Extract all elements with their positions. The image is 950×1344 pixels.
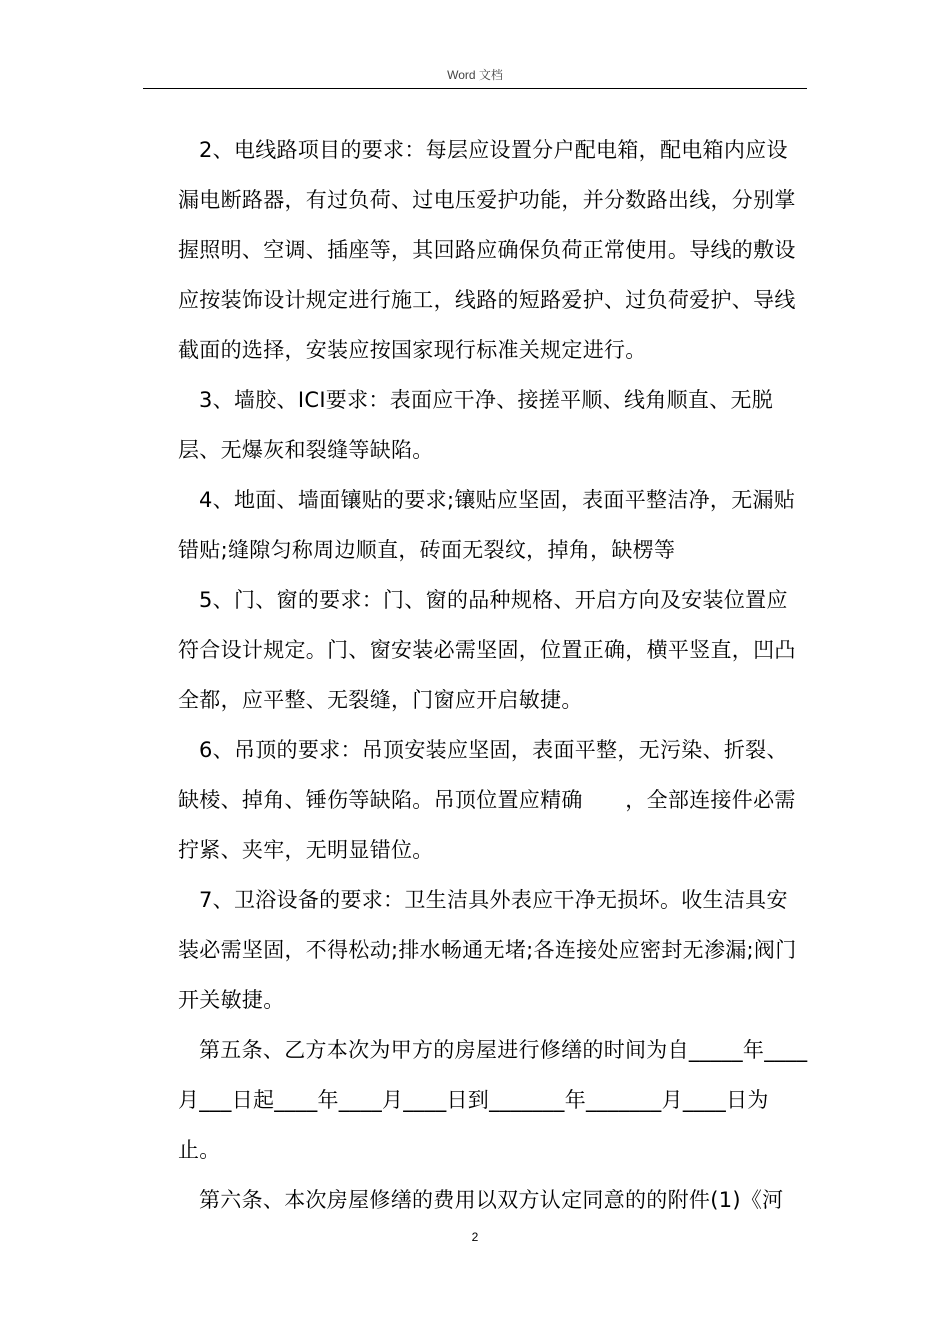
paragraph-ceiling-requirements: 6、吊顶的要求：吊顶安装应坚固，表面平整，无污染、折裂、缺棱、掉角、锤伤等缺陷。吊顶位置应精确 ，全部连接件必需拧紧、夹牢，无明显错位。 <box>178 738 796 862</box>
paragraph-article-six: 第六条、本次房屋修缮的费用以双方认定同意的的附件(1)《河 <box>199 1188 784 1212</box>
document-body <box>178 125 808 1225</box>
paragraph-bathroom-requirements: 7、卫浴设备的要求：卫生洁具外表应干净无损坏。收生洁具安装必需坚固，不得松动;排水畅通无堵;各连接处应密封无渗漏;阀门开关敏捷。 <box>178 888 797 1012</box>
paragraph-electrical-requirements: 2、电线路项目的要求：每层应设置分户配电箱，配电箱内应设漏电断路器，有过负荷、过电压爱护功能，并分数路出线，分别掌握照明、空调、插座等，其回路应确保负荷正常使用。导线的敷设应按装饰设计规定进行施工，线路的短路爱护、过负荷爱护、导线截面的选择，安装应按国家现行标准关规定进行。 <box>178 138 796 362</box>
paragraph-wall-coating-requirements: 3、墙胶、ICI要求：表面应干净、接搓平顺、线角顺直、无脱层、无爆灰和裂缝等缺陷。 <box>178 388 774 462</box>
paragraph-door-window-requirements: 5、门、窗的要求：门、窗的品种规格、开启方向及安装位置应符合设计规定。门、窗安装必需坚固，位置正确，横平竖直，凹凸全都，应平整、无裂缝，门窗应开启敏捷。 <box>178 588 796 712</box>
paragraph-tile-requirements: 4、地面、墙面镶贴的要求;镶贴应坚固，表面平整洁净，无漏贴错贴;缝隙匀称周边顺直，砖面无裂纹，掉角，缺楞等 <box>178 488 796 562</box>
paragraph-article-five: 第五条、乙方本次为甲方的房屋进行修缮的时间为自_____年____月___日起____年____月____日到_______年_______月____日为止。 <box>178 1038 808 1162</box>
header-rule <box>143 88 807 89</box>
page-number: 2 <box>471 1230 479 1244</box>
page-header-title: Word 文档 <box>447 68 503 82</box>
